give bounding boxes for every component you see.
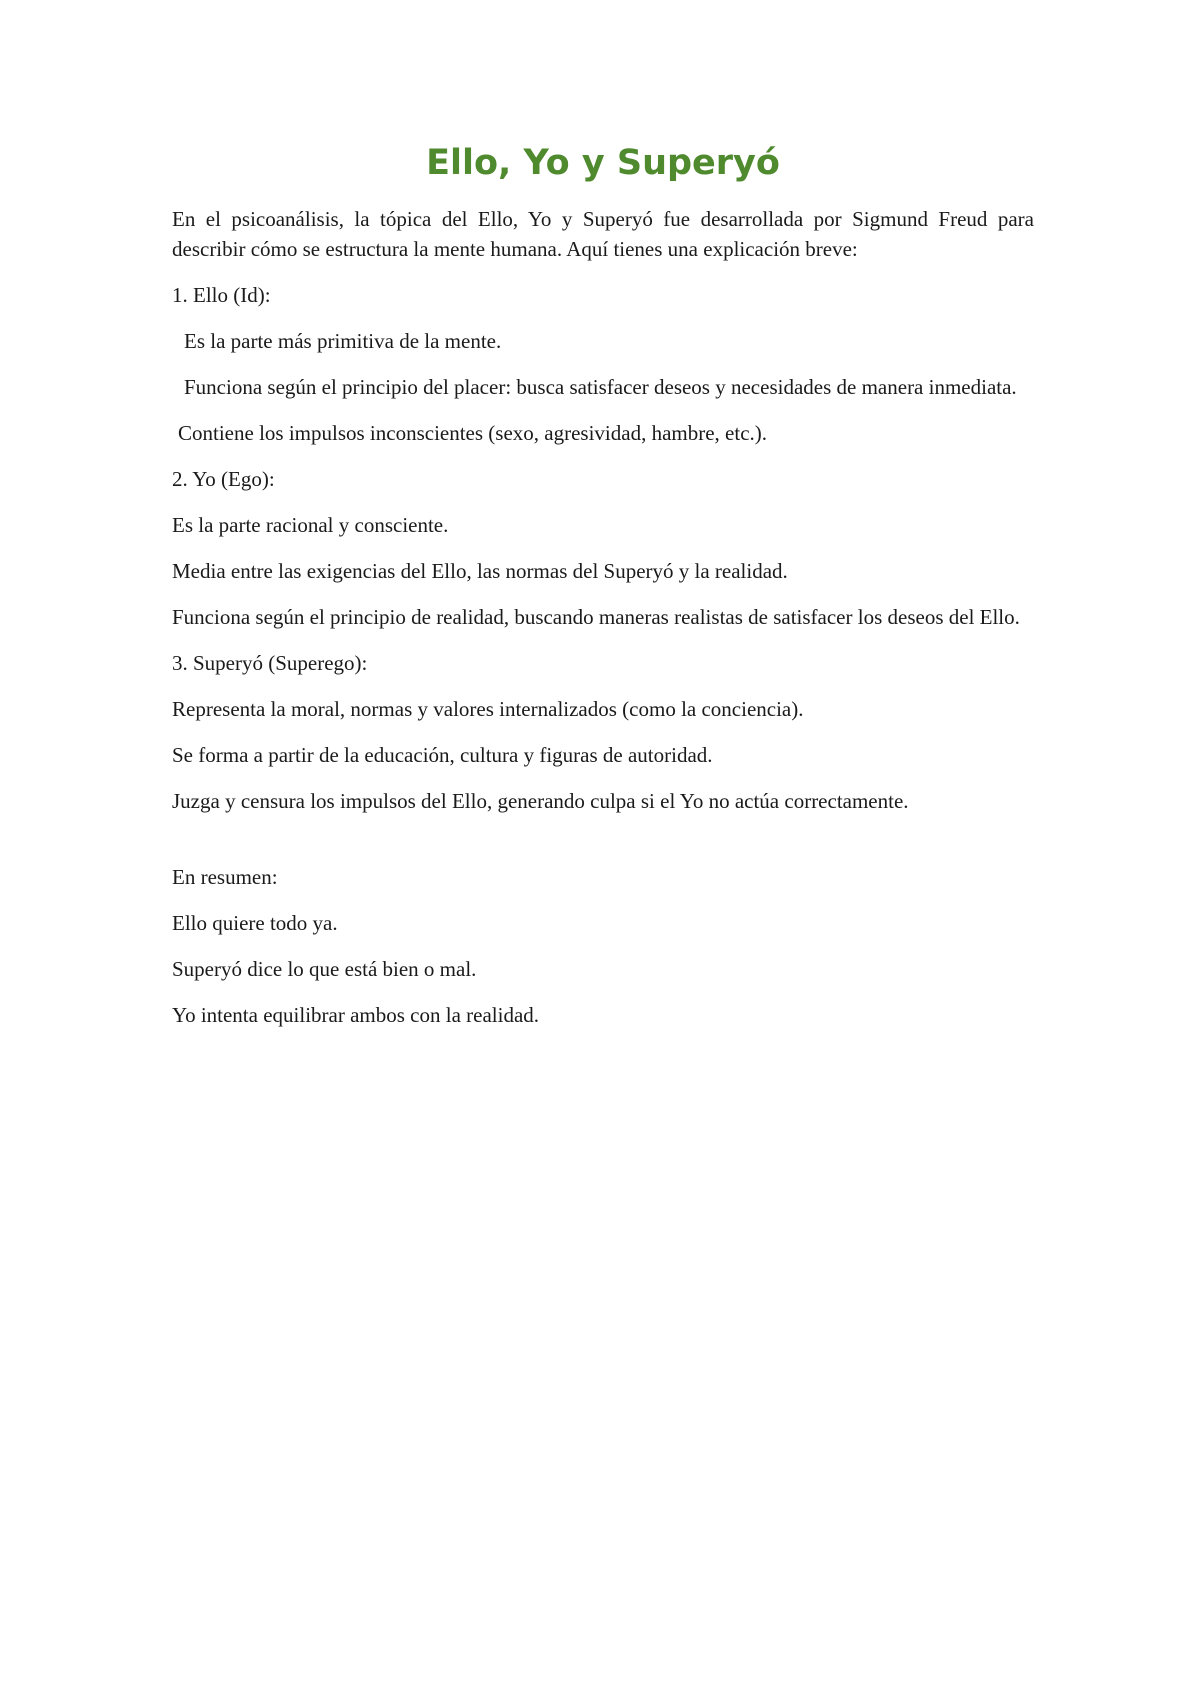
document-page	[172, 0, 1034, 1696]
summary-line-2: Superyó dice lo que está bien o mal.	[172, 957, 477, 981]
summary-line-3: Yo intenta equilibrar ambos con la realidad.	[172, 1003, 540, 1027]
yo-point-3: Funciona según el principio de realidad, buscando maneras realistas de satisfacer los deseos del Ello.	[172, 605, 1020, 629]
section-heading-ello: 1. Ello (Id):	[172, 283, 271, 307]
yo-point-2: Media entre las exigencias del Ello, las normas del Superyó y la realidad.	[172, 559, 788, 583]
ello-point-2: Funciona según el principio del placer: busca satisfacer deseos y necesidades de manera inmediata.	[184, 375, 1017, 399]
summary-heading: En resumen:	[172, 865, 278, 889]
section-heading-superyo: 3. Superyó (Superego):	[172, 651, 368, 675]
intro-paragraph: En el psicoanálisis, la tópica del Ello, Yo y Superyó fue desarrollada por Sigmund Freud para describir cómo se estructura la mente humana. Aquí tienes una explicación breve:	[172, 207, 1034, 261]
section-heading-yo: 2. Yo (Ego):	[172, 467, 275, 491]
superyo-point-2: Se forma a partir de la educación, cultura y figuras de autoridad.	[172, 743, 713, 767]
ello-point-3: Contiene los impulsos inconscientes (sexo, agresividad, hambre, etc.).	[178, 421, 768, 445]
summary-line-1: Ello quiere todo ya.	[172, 911, 338, 935]
document-body	[172, 204, 1034, 1046]
superyo-point-1: Representa la moral, normas y valores internalizados (como la conciencia).	[172, 697, 804, 721]
document-title: Ello, Yo y Superyó	[426, 143, 780, 183]
ello-point-1: Es la parte más primitiva de la mente.	[184, 329, 502, 353]
superyo-point-3: Juzga y censura los impulsos del Ello, generando culpa si el Yo no actúa correctamente.	[172, 789, 909, 813]
blank-line	[172, 832, 1034, 862]
yo-point-1: Es la parte racional y consciente.	[172, 513, 449, 537]
